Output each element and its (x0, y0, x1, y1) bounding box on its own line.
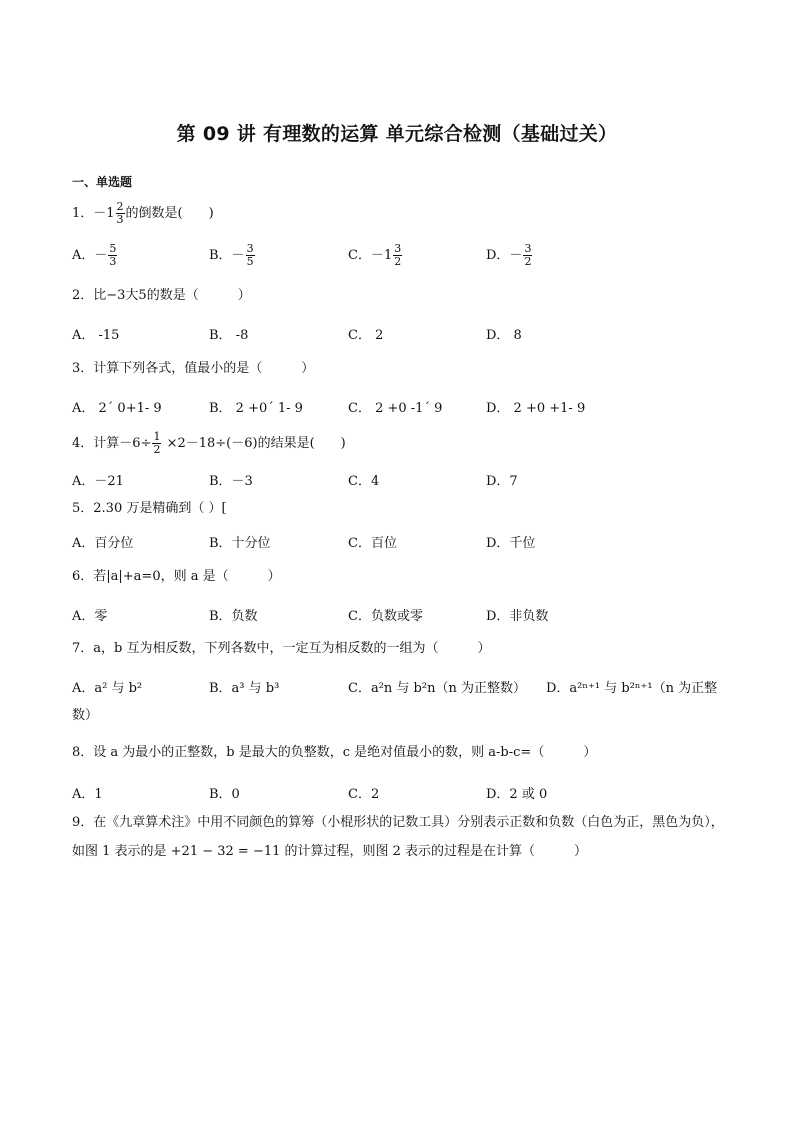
option-c: C．－1 $\frac{3}{2}$ (348, 242, 402, 268)
option-b: B．a³ 与 b³ (209, 681, 280, 696)
fraction: $\frac{2}{3}$ (116, 200, 124, 226)
option-a: A．百分位 (72, 536, 134, 551)
page-title: 第 09 讲 有理数的运算 单元综合检测（基础过关） (176, 123, 618, 145)
question-3: 3．计算下列各式，值最小的是（ ） (72, 361, 315, 376)
question-4: 4．计算－6÷ $\frac{1}{2}$ ×2－18÷(－6)的结果是( ) (72, 430, 346, 456)
option-b: B．0 (209, 787, 240, 802)
option-a: A． 2´ 0+1- 9 (72, 401, 162, 416)
option-b: B．负数 (209, 609, 258, 624)
option-d: D．2 或 0 (486, 787, 548, 802)
question-1: 1．－1 $\frac{2}{3}$ 的倒数是( ) (72, 200, 214, 226)
section-heading: 一、单选题 (72, 175, 133, 189)
option-d: D．千位 (486, 536, 536, 551)
question-9: 9．在《九章算术注》中用不同颜色的算筹（小棍形状的记数工具）分别表示正数和负数（白色为正，黑色为负），如图 1 表示的是 +21 − 32 = −11 的计算过程，则图 2 表示的过程是在计算（ ） (72, 815, 724, 859)
option-a: A．零 (72, 609, 108, 624)
option-c: C． 2 +0 -1´ 9 (348, 401, 443, 416)
option-d: D．－ $\frac{3}{2}$ (486, 242, 532, 268)
option-d: D． 2 +0 +1- 9 (486, 401, 586, 416)
option-d: D． 8 (486, 328, 522, 343)
option-d: D．非负数 (486, 609, 549, 624)
option-c: C．a²n 与 b²n（n 为正整数） (348, 681, 526, 696)
option-d: D．7 (486, 474, 518, 489)
option-a: A．a² 与 b² (72, 681, 143, 696)
option-b: B．－3 (209, 474, 253, 489)
option-c: C．4 (348, 474, 380, 489)
fraction: $\frac{1}{2}$ (153, 430, 161, 456)
option-d: D．a²ⁿ⁺¹ 与 b²ⁿ⁺¹（n 为正整 (546, 681, 718, 696)
question-5: 5．2.30 万是精确到（ ）[ (72, 501, 227, 516)
option-a: A．1 (72, 787, 103, 802)
question-7: 7．a，b 互为相反数，下列各数中，一定互为相反数的一组为（ ） (72, 641, 491, 656)
question-2: 2．比−3大5的数是（ ） (72, 288, 251, 303)
option-c: C． 2 (348, 328, 384, 343)
option-c: C．百位 (348, 536, 397, 551)
option-d-continuation: 数） (72, 708, 99, 723)
option-a: A．－ $\frac{5}{3}$ (72, 242, 117, 268)
option-a: A． -15 (72, 328, 120, 343)
question-8: 8．设 a 为最小的正整数，b 是最大的负整数，c 是绝对值最小的数，则 a-b-c=（ ） (72, 745, 597, 760)
option-b: B． 2 +0´ 1- 9 (209, 401, 303, 416)
option-b: B． -8 (209, 328, 249, 343)
question-6: 6．若|a|+a=0，则 a 是（ ） (72, 569, 281, 584)
option-c: C．2 (348, 787, 380, 802)
option-b: B．十分位 (209, 536, 271, 551)
option-a: A．－21 (72, 474, 124, 489)
option-c: C．负数或零 (348, 609, 423, 624)
option-b: B．－ $\frac{3}{5}$ (209, 242, 254, 268)
